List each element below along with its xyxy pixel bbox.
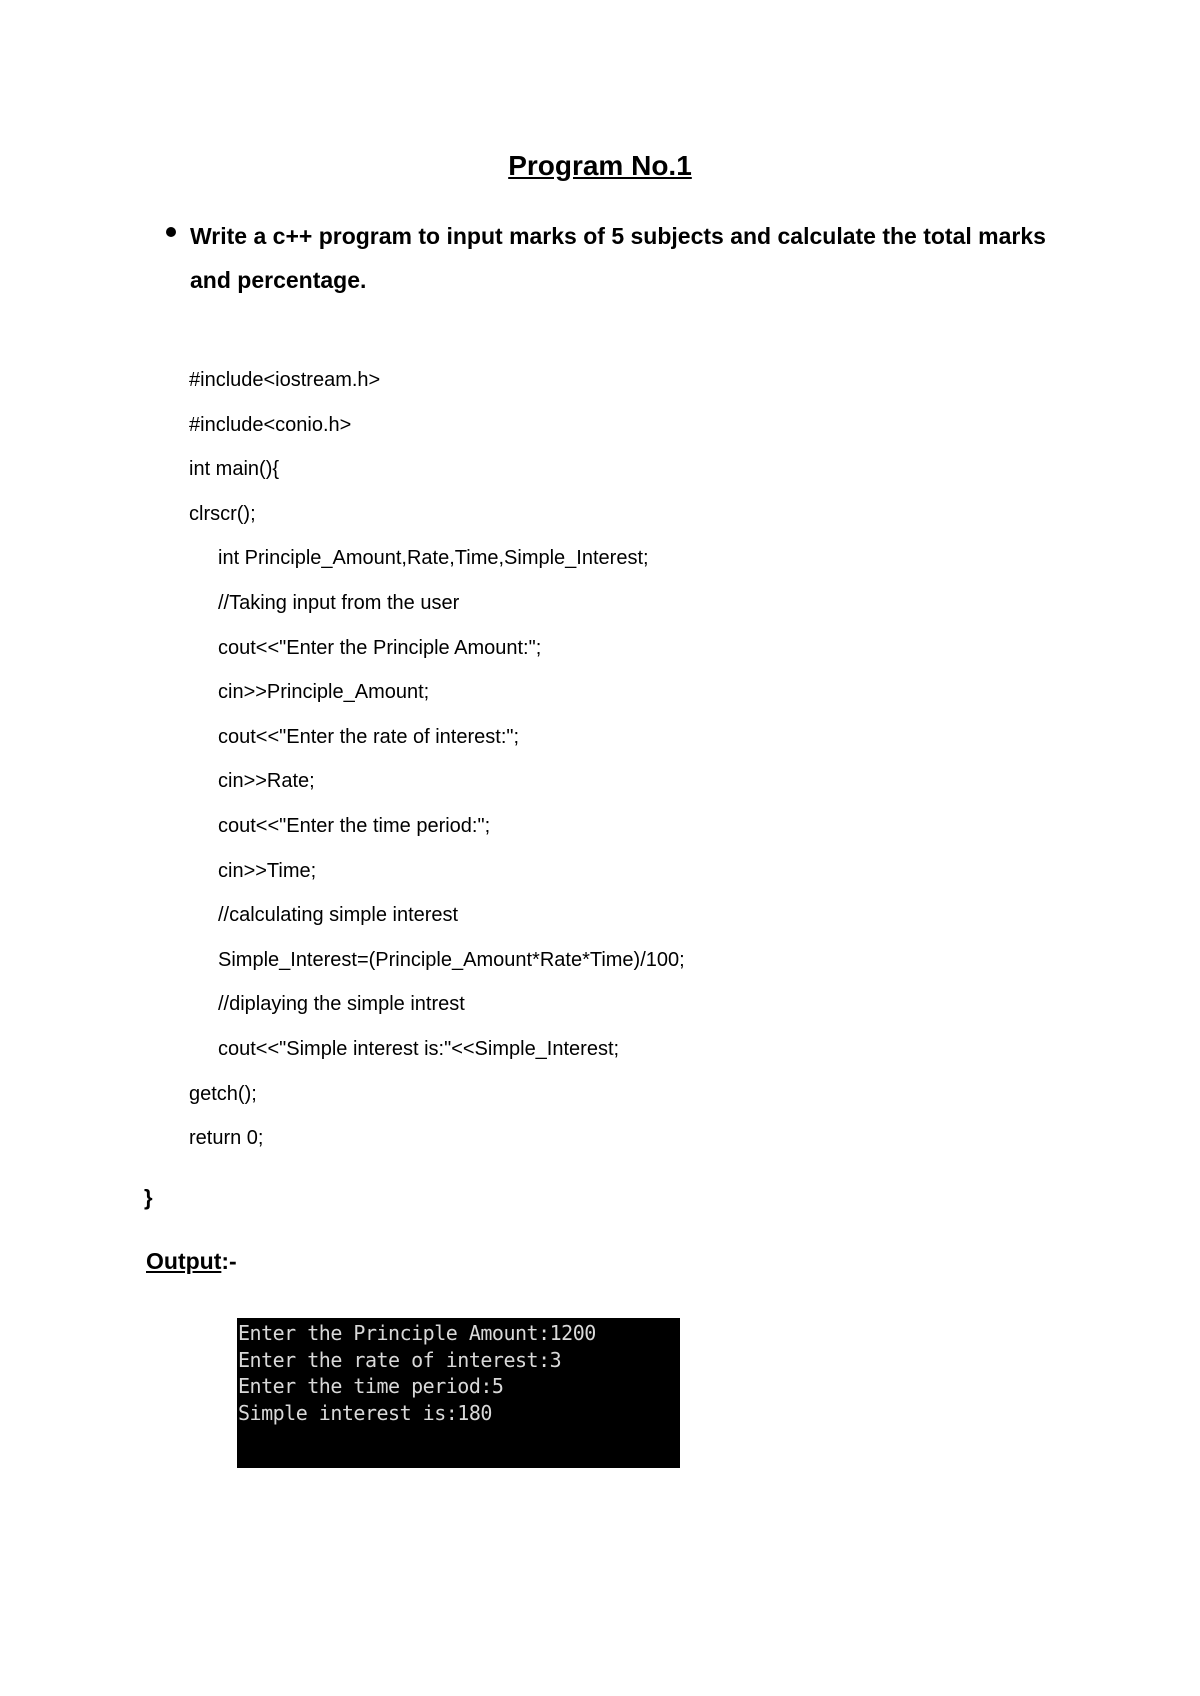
bullet-icon	[166, 227, 176, 237]
code-line: clrscr();	[189, 502, 256, 525]
program-title: Program No.1	[508, 150, 692, 181]
question-item	[166, 214, 1066, 302]
code-line: int Principle_Amount,Rate,Time,Simple_Interest;	[218, 547, 649, 570]
console-line: Enter the Principle Amount:1200	[238, 1321, 596, 1345]
code-line: cout<<"Simple interest is:"<<Simple_Interest;	[218, 1037, 620, 1060]
code-line: cout<<"Enter the rate of interest:";	[218, 725, 520, 748]
code-line: #include<iostream.h>	[189, 369, 381, 391]
code-line: cin>>Principle_Amount;	[218, 681, 430, 704]
console-line: Simple interest is:180	[238, 1400, 492, 1425]
code-line: //diplaying the simple intrest	[218, 993, 465, 1016]
code-line: int main(){	[189, 458, 280, 481]
code-line: //Taking input from the user	[218, 591, 460, 614]
code-line: cin>>Rate;	[218, 770, 315, 793]
code-line: return 0;	[189, 1127, 264, 1150]
code-line: #include<conio.h>	[189, 413, 352, 436]
output-label: Output	[146, 1248, 222, 1274]
closing-brace: }	[144, 1185, 153, 1210]
output-heading	[146, 1246, 237, 1276]
code-listing	[189, 358, 685, 1161]
question-text: Write a c++ program to input marks of 5 subjects and calculate the total marks and percentage.	[190, 223, 1046, 293]
console-line: Enter the rate of interest:3	[238, 1347, 562, 1372]
code-line: getch();	[189, 1082, 257, 1105]
code-line: cout<<"Enter the Principle Amount:";	[218, 636, 542, 659]
console-line: Enter the time period:5	[238, 1374, 504, 1398]
console-output-window	[237, 1318, 680, 1468]
code-line: cout<<"Enter the time period:";	[218, 814, 491, 837]
code-line: //calculating simple interest	[218, 904, 459, 927]
code-line: cin>>Time;	[218, 859, 317, 882]
code-line: Simple_Interest=(Principle_Amount*Rate*Time)/100;	[218, 948, 685, 971]
output-suffix: :-	[221, 1248, 237, 1274]
